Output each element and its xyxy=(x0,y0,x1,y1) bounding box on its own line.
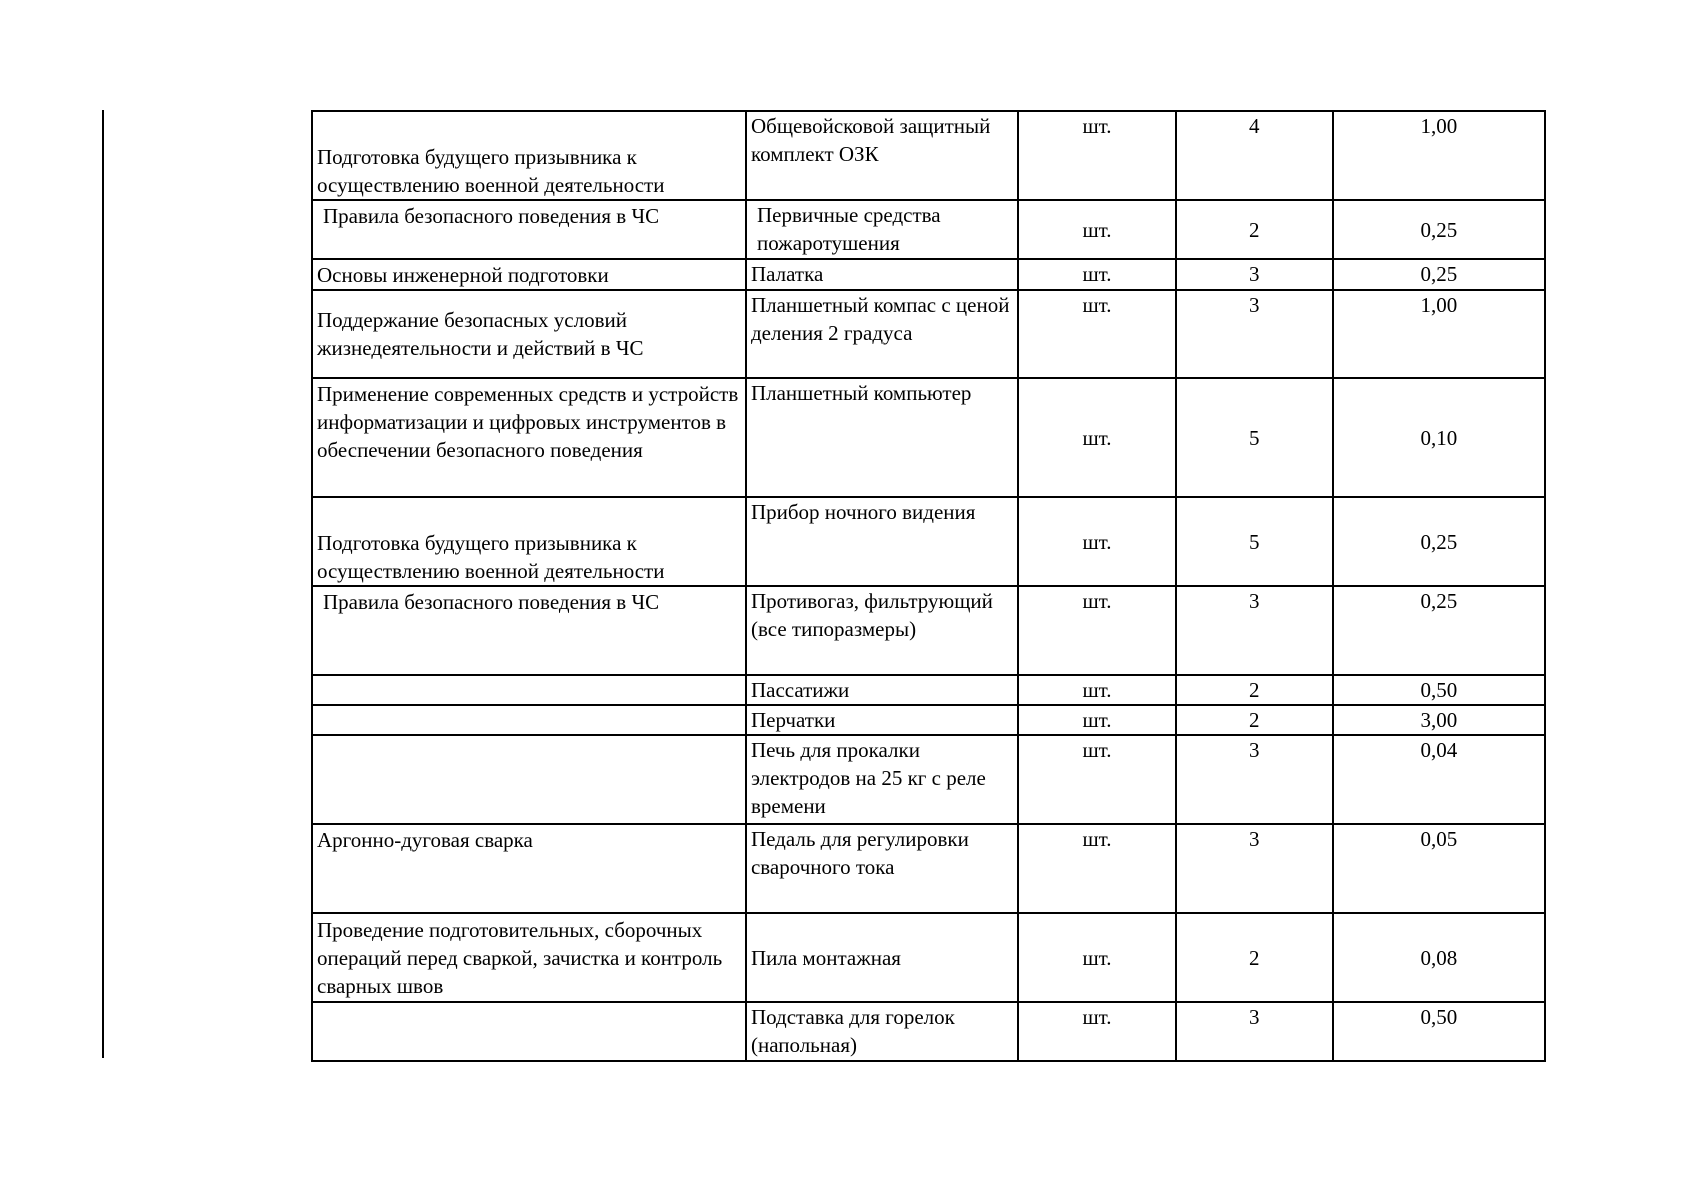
page-margin-line xyxy=(102,110,104,1058)
table-row xyxy=(312,290,1545,378)
item-cell: Прибор ночного видения xyxy=(746,497,1018,586)
table-row xyxy=(312,378,1545,497)
table-row xyxy=(312,111,1545,200)
item-cell: Печь для прокалки электродов на 25 кг с реле времени xyxy=(746,735,1018,824)
table-row xyxy=(312,586,1545,675)
table-row xyxy=(312,705,1545,735)
quantity-cell: 3 xyxy=(1176,290,1333,378)
section-cell xyxy=(312,705,746,735)
coefficient-cell: 0,05 xyxy=(1333,824,1545,913)
quantity-cell: 5 xyxy=(1176,497,1333,586)
quantity-cell: 4 xyxy=(1176,111,1333,200)
unit-cell: шт. xyxy=(1018,290,1175,378)
section-cell: Правила безопасного поведения в ЧС xyxy=(312,200,746,259)
coefficient-cell: 1,00 xyxy=(1333,290,1545,378)
quantity-cell: 5 xyxy=(1176,378,1333,497)
coefficient-cell: 0,25 xyxy=(1333,259,1545,290)
unit-cell: шт. xyxy=(1018,824,1175,913)
section-cell: Правила безопасного поведения в ЧС xyxy=(312,586,746,675)
coefficient-cell: 0,08 xyxy=(1333,913,1545,1002)
item-cell: Первичные средства пожаротушения xyxy=(746,200,1018,259)
item-cell: Пассатижи xyxy=(746,675,1018,705)
quantity-cell: 2 xyxy=(1176,913,1333,1002)
section-cell xyxy=(312,1002,746,1061)
item-cell: Пила монтажная xyxy=(746,913,1018,1002)
unit-cell: шт. xyxy=(1018,1002,1175,1061)
section-cell: Поддержание безопасных условий жизнедеятельности и действий в ЧС xyxy=(312,290,746,378)
quantity-cell: 2 xyxy=(1176,705,1333,735)
table-row xyxy=(312,200,1545,259)
section-cell xyxy=(312,675,746,705)
table-row xyxy=(312,1002,1545,1061)
quantity-cell: 3 xyxy=(1176,259,1333,290)
coefficient-cell: 0,25 xyxy=(1333,200,1545,259)
coefficient-cell: 0,50 xyxy=(1333,675,1545,705)
coefficient-cell: 0,50 xyxy=(1333,1002,1545,1061)
unit-cell: шт. xyxy=(1018,735,1175,824)
section-cell xyxy=(312,735,746,824)
item-cell: Палатка xyxy=(746,259,1018,290)
unit-cell: шт. xyxy=(1018,586,1175,675)
section-cell: Аргонно-дуговая сварка xyxy=(312,824,746,913)
unit-cell: шт. xyxy=(1018,200,1175,259)
unit-cell: шт. xyxy=(1018,675,1175,705)
quantity-cell: 3 xyxy=(1176,735,1333,824)
table-row xyxy=(312,259,1545,290)
unit-cell: шт. xyxy=(1018,378,1175,497)
section-cell: Проведение подготовительных, сборочных операций перед сваркой, зачистка и контроль сварных швов xyxy=(312,913,746,1002)
coefficient-cell: 3,00 xyxy=(1333,705,1545,735)
table-row xyxy=(312,735,1545,824)
unit-cell: шт. xyxy=(1018,705,1175,735)
quantity-cell: 3 xyxy=(1176,1002,1333,1061)
quantity-cell: 3 xyxy=(1176,824,1333,913)
item-cell: Подставка для горелок (напольная) xyxy=(746,1002,1018,1061)
table-row xyxy=(312,824,1545,913)
item-cell: Общевойсковой защитный комплект ОЗК xyxy=(746,111,1018,200)
coefficient-cell: 0,04 xyxy=(1333,735,1545,824)
item-cell: Планшетный компас с ценой деления 2 градуса xyxy=(746,290,1018,378)
unit-cell: шт. xyxy=(1018,259,1175,290)
unit-cell: шт. xyxy=(1018,497,1175,586)
table-row xyxy=(312,913,1545,1002)
section-cell: Подготовка будущего призывника к осуществлению военной деятельности xyxy=(312,111,746,200)
section-cell: Применение современных средств и устройств информатизации и цифровых инструментов в обеспечении безопасного поведения xyxy=(312,378,746,497)
item-cell: Противогаз, фильтрующий (все типоразмеры) xyxy=(746,586,1018,675)
unit-cell: шт. xyxy=(1018,111,1175,200)
quantity-cell: 3 xyxy=(1176,586,1333,675)
coefficient-cell: 1,00 xyxy=(1333,111,1545,200)
quantity-cell: 2 xyxy=(1176,200,1333,259)
coefficient-cell: 0,25 xyxy=(1333,586,1545,675)
table-row xyxy=(312,675,1545,705)
item-cell: Перчатки xyxy=(746,705,1018,735)
section-cell: Подготовка будущего призывника к осуществлению военной деятельности xyxy=(312,497,746,586)
unit-cell: шт. xyxy=(1018,913,1175,1002)
section-cell: Основы инженерной подготовки xyxy=(312,259,746,290)
coefficient-cell: 0,25 xyxy=(1333,497,1545,586)
quantity-cell: 2 xyxy=(1176,675,1333,705)
item-cell: Педаль для регулировки сварочного тока xyxy=(746,824,1018,913)
coefficient-cell: 0,10 xyxy=(1333,378,1545,497)
table-row xyxy=(312,497,1545,586)
equipment-table xyxy=(311,110,1546,1062)
item-cell: Планшетный компьютер xyxy=(746,378,1018,497)
